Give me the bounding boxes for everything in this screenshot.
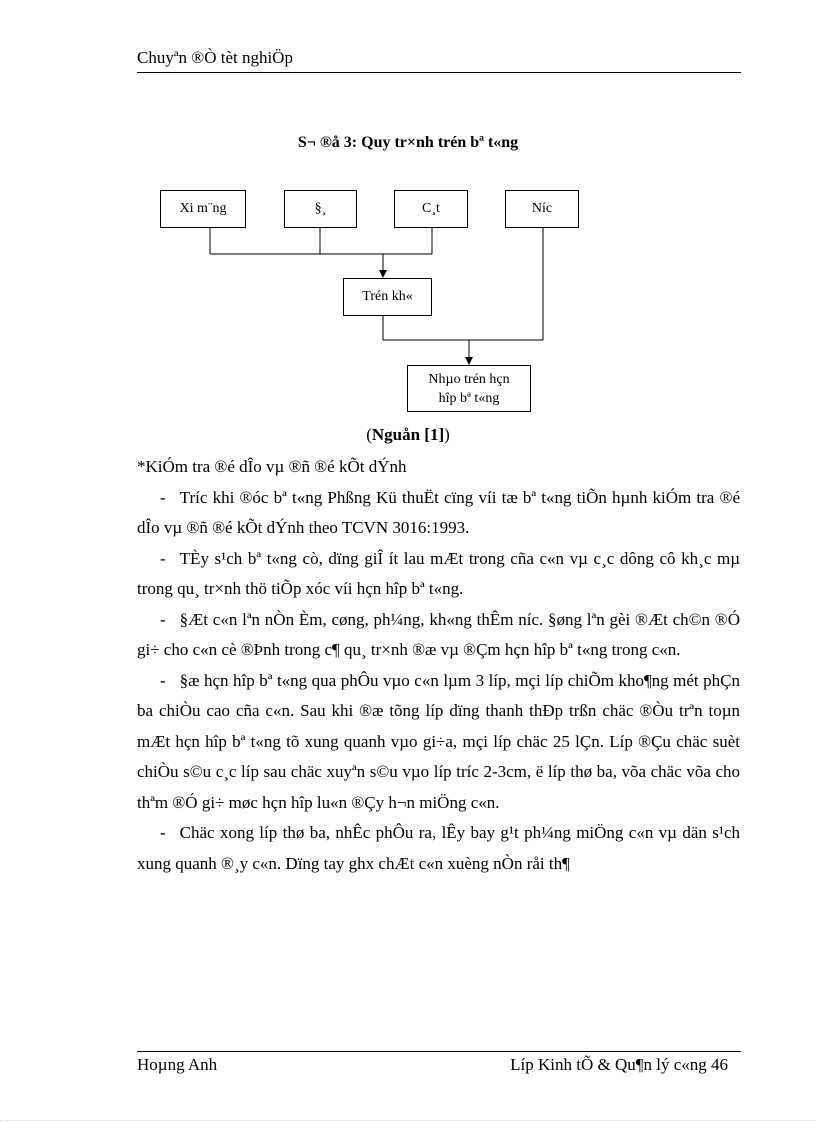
paragraph-3 (137, 605, 740, 666)
output-label-line1: Nhµo trén hçn (428, 372, 510, 387)
page-number: 46 (711, 1055, 728, 1074)
paragraph-text: Tríc khi ®óc bª t«ng Phßng Kü thuËt cïng víi tæ bª t«ng tiÕn hµnh kiÓm tra ®é dÎo vµ ®ñ ®é kÕt dÝnh theo TCVN 3016:1993. (137, 487, 740, 537)
paragraph-4 (137, 666, 740, 819)
input-label-sand: C¸t (422, 201, 440, 216)
header-title: Chuyªn ®Ò tèt nghiÖp (137, 48, 293, 67)
intro-line: *KiÓm tra ®é dÎo vµ ®ñ ®é kÕt dÝnh (137, 457, 407, 476)
arrow-to-output (465, 357, 473, 365)
bullet-dash: - (160, 823, 166, 842)
paragraph-text: §Æt c«n lªn nÒn Èm, cøng, ph¼ng, kh«ng thÊm níc. §øng lªn gèi ®Æt ch©n ®Ó gi÷ cho c«n cè ®Þnh trong c¶ qu¸ tr×nh ®æ vµ ®Çm hçn hîp bª t«ng trong c«n. (137, 609, 740, 659)
dry-mix-label: Trén kh« (362, 289, 413, 304)
input-label-water: Níc (531, 201, 553, 216)
paragraph-text: TÈy s¹ch bª t«ng cò, dïng giÎ ít lau mÆt trong cña c«n vµ c¸c dông cô kh¸c mµ trong qu¸ tr×nh thö tiÕp xóc víi hçn hîp bª t«ng. (137, 548, 740, 598)
figure-source (0, 425, 816, 445)
source-close-paren: ) (444, 425, 450, 444)
body-text (137, 452, 740, 879)
page-edge (0, 1120, 816, 1122)
bullet-dash: - (160, 548, 166, 568)
input-box-stone (284, 190, 357, 228)
bullet-dash: - (160, 670, 166, 690)
input-box-water (505, 190, 579, 228)
footer-author: Hoµng Anh (137, 1055, 218, 1074)
source-label: Nguån (371, 425, 421, 444)
bullet-dash: - (160, 609, 166, 629)
dry-mix-box (343, 278, 432, 316)
paragraph-text: Chäc xong líp thø ba, nhÊc phÔu ra, lÊy bay g¹t ph¼ng miÖng c«n vµ dän s¹ch xung quanh ®¸y c«n. Dïng tay ghx chÆt c«n xuèng nÒn råi th¶ (137, 823, 740, 873)
output-label-line2: hîp bª t«ng (438, 391, 500, 406)
bullet-dash: - (160, 487, 166, 507)
paragraph-2 (137, 544, 740, 605)
footer-rule (137, 1051, 741, 1052)
source-open-paren: ( (366, 425, 372, 444)
paragraph-text: §æ hçn hîp bª t«ng qua phÔu vµo c«n lµm 3 líp, mçi líp chiÕm kho¶ng mét phÇn ba chiÒu cao cña c«n. Sau khi ®æ tõng líp dïng thanh thÐp trßn chäc ®Òu trªn toµn mÆt hçn hîp bª t«ng tõ xung quanh vµo gi÷a, mçi líp chäc 25 lÇn. Líp ®Çu chäc suèt chiÒu s©u c¸c líp sau chäc xuyªn s©u vµo líp tríc 2-3cm, ë líp thø ba, võa chäc võa cho thªm ®Ó gi÷ møc hçn hîp lu«n ®Çy h¬n miÖng c«n. (137, 670, 740, 812)
diagram-title: S¬ ®å 3: Quy tr×nh trén bª t«ng (297, 134, 519, 151)
footer-class-label: Líp Kinh tÕ & Qu¶n lý c«ng (510, 1055, 707, 1074)
input-box-cement (160, 190, 246, 228)
source-ref: [1] (424, 425, 445, 444)
paragraph-5 (137, 818, 740, 879)
footer-class-page (510, 1055, 728, 1075)
output-box (407, 365, 531, 412)
input-label-stone: §¸ (314, 201, 327, 216)
paragraph-1 (137, 483, 740, 544)
arrow-to-dry (379, 270, 387, 278)
input-label-cement: Xi m¨ng (179, 201, 227, 216)
input-box-sand (394, 190, 468, 228)
